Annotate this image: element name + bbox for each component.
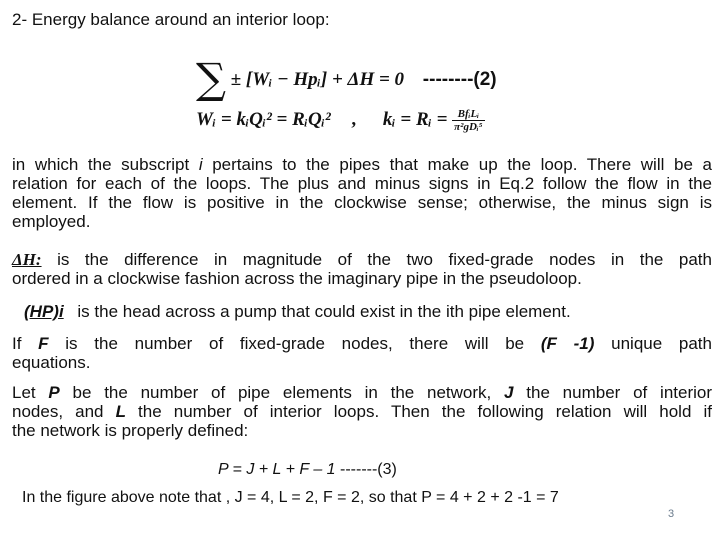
text-line: relation for each of the loops. The plus and minus signs in Eq.2 follow the flow in the (12, 174, 712, 193)
text-run: pertains to the pipes that make up the loop. There will be a (202, 155, 712, 174)
paragraph-network-relation (12, 383, 712, 440)
equation-wi-left: Wᵢ = kᵢQᵢ² = RᵢQᵢ² (196, 108, 331, 130)
ki-fraction (452, 108, 484, 133)
text-run: is the number of fixed-grade nodes, there will be (48, 334, 541, 353)
text-run: in which the subscript (12, 155, 199, 174)
summation-symbol: ∑ (196, 54, 226, 103)
text-run: the number of interior (513, 383, 713, 402)
plus-minus-sign: ± (230, 69, 242, 90)
equation-2 (196, 54, 497, 103)
equation-comma: , (351, 108, 357, 130)
p-symbol: P (48, 383, 60, 402)
equation-wi (196, 108, 485, 133)
text-line: employed. (12, 212, 91, 231)
l-symbol: L (115, 402, 126, 421)
text-line: element. If the flow is positive in the clockwise sense; otherwise, the minus sign is (12, 193, 712, 212)
equation-3-label: -------(3) (335, 461, 397, 478)
text-run: be the number of pipe elements in the network, (59, 383, 505, 402)
equation-3-expression: P = J + L + F – 1 (218, 461, 336, 478)
delta-h-symbol: ΔH: (12, 250, 42, 269)
text-run: Let (12, 383, 49, 402)
equation-3 (218, 461, 397, 479)
text-run: is the head across a pump that could exist in the ith pipe element. (77, 302, 571, 321)
ki-fraction-denominator: π²gDᵢ⁵ (454, 121, 483, 133)
paragraph-delta-h (12, 250, 712, 288)
paragraph-subscript-explanation (12, 155, 712, 231)
subscript-i: i (198, 155, 203, 174)
equation-ki: kᵢ = Rᵢ = (382, 108, 448, 130)
text-line: ordered in a clockwise fashion across the imaginary pipe in the pseudoloop. (12, 269, 582, 288)
ki-fraction-numerator: BfᵢLᵢ (452, 108, 484, 121)
figure-note: In the figure above note that , J = 4, L = 2, F = 2, so that P = 4 + 2 + 2 -1 = 7 (22, 489, 559, 506)
f-minus-one-symbol: (F -1) (540, 334, 595, 353)
page-number: 3 (668, 508, 675, 520)
text-line: the network is properly defined: (12, 421, 249, 440)
text-run: nodes, and (12, 402, 116, 421)
section-heading: 2- Energy balance around an interior loop: (12, 10, 330, 29)
text-line: equations. (12, 353, 91, 372)
paragraph-fixed-grade (12, 334, 712, 372)
text-run: is the difference in magnitude of the two fixed-grade nodes in the path (41, 250, 712, 269)
text-run: unique path (594, 334, 712, 353)
equation-2-label: --------(2) (422, 69, 497, 90)
paragraph-pump-head (18, 302, 571, 322)
equation-2-body: [Wᵢ − Hpᵢ] + ΔH = 0 (245, 69, 405, 90)
text-run: the number of interior loops. Then the following relation will hold if (125, 402, 712, 421)
text-run: If (12, 334, 39, 353)
hp-symbol: (HP)i (24, 302, 64, 321)
f-symbol: F (38, 334, 49, 353)
j-symbol: J (504, 383, 514, 402)
